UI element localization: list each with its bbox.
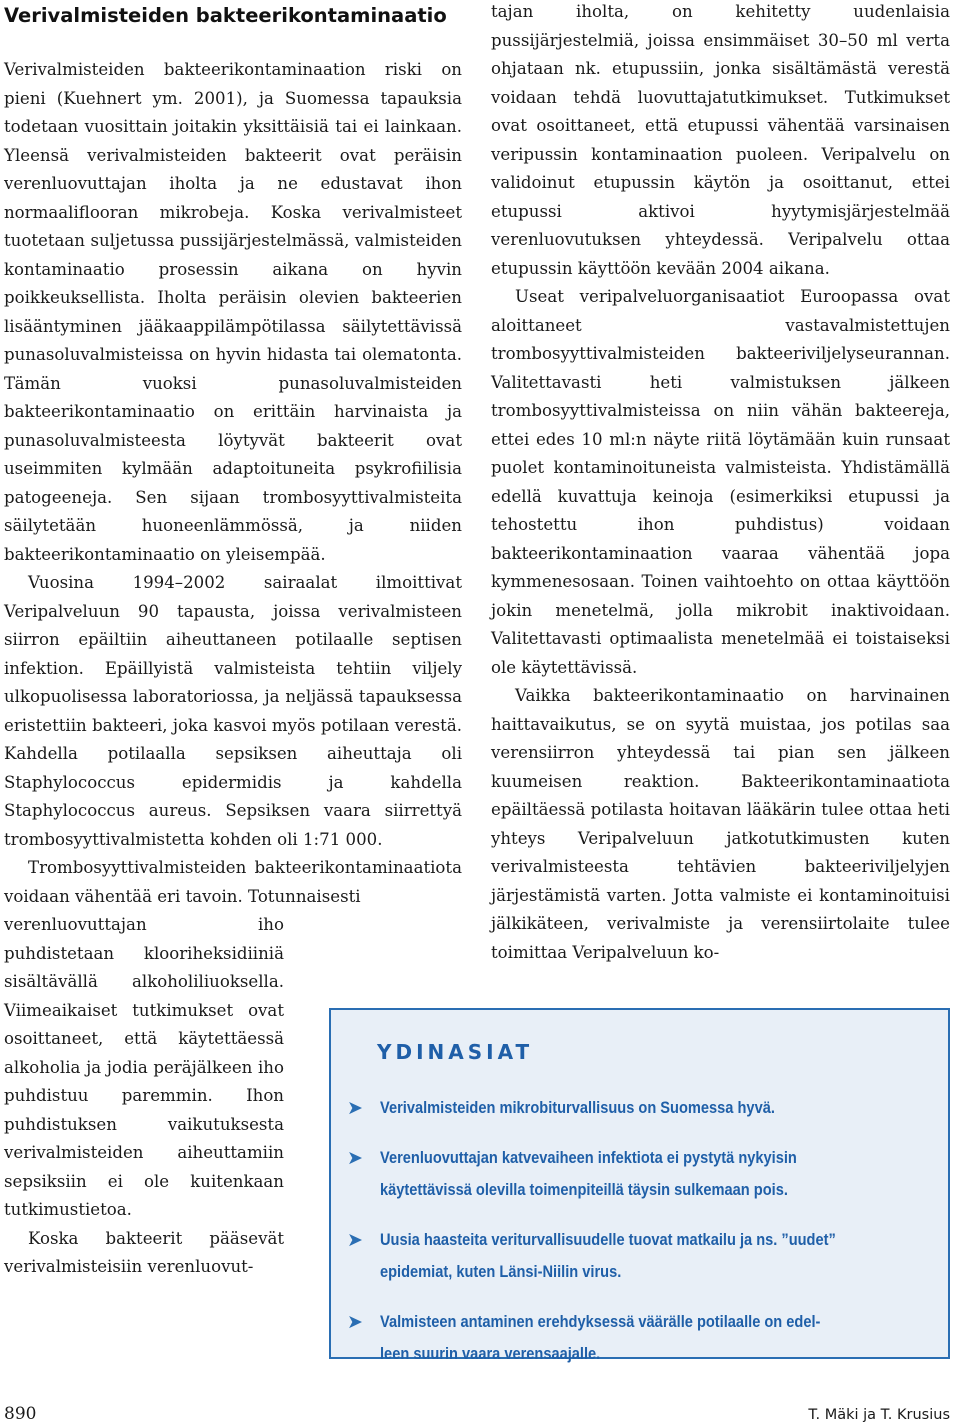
key-point-text: Verenluovuttajan katvevaiheen infektiota ei pystytä nykyisin käytettävissä olevilla toimenpiteillä täysin sulkemaan pois. [380, 1148, 797, 1199]
section-heading: Verivalmisteiden bakteerikontaminaatio [4, 4, 447, 27]
key-point-text: Uusia haasteita veriturvallisuudelle tuovat matkailu ja ns. ”uudet” epidemiat, kuten Länsi-Niilin virus. [380, 1230, 836, 1281]
paragraph: Verivalmisteiden bakteerikontaminaation riski on pieni (Kuehnert ym. 2001), ja Suomessa tapauksia todetaan vuosittain joitakin yksittäisiä tai ei lainkaan. Yleensä verivalmisteiden bakteerit ovat peräisin verenluovuttajan iholta ja ne edustavat ihon normaaliflooran mikrobeja. Koska verivalmisteet tuotetaan suljetussa pussijärjestelmässä, valmisteiden kontaminaatio prosessin aikana on hyvin poikkeuksellista. Iholta peräisin olevien bakteerien lisääntyminen jääkaappilämpötilassa säilytettävissä punasoluvalmisteissa on hyvin hidasta tai olematonta. Tämän vuoksi punasoluvalmisteiden bakteerikontaminaatio on erittäin harvinaista ja punasoluvalmisteesta löytyvät bakteerit ovat useimmiten kylmään adaptoituneita psykrofiilisia patogeeneja. Sen sijaan trombosyyttivalmisteita säilytetään huoneenlämmössä, ja niiden bakteerikontaminaatio on yleisempää. [4, 60, 462, 564]
key-point-text: Verivalmisteiden mikrobiturvallisuus on Suomessa hyvä. [380, 1098, 775, 1117]
key-points-list [347, 1092, 927, 1388]
key-point [347, 1224, 927, 1288]
key-points-title: YDINASIAT [377, 1040, 534, 1064]
paragraph: tajan iholta, on kehitetty uudenlaisia pussijärjestelmiä, joissa ensimmäiset 30–50 ml verta ohjataan nk. etupussiin, jonka sisältämästä verestä voidaan tehdä luovuttajatutkimukset. Tutkimukset ovat osoittaneet, että etupussi vähentää varsinaisen veripussin kontaminaation puoleen. Veripalvelu on validoinut etupussin käytön ja osoittanut, ettei etupussi aktivoi hyytymisjärjestelmää verenluovutuksen yhteydessä. Veripalvelu ottaa etupussin käyttöön kevään 2004 aikana. [491, 2, 950, 278]
key-point [347, 1142, 927, 1206]
arrow-bullet-icon: ➤ [347, 1097, 363, 1119]
paragraph: Useat veripalveluorganisaatiot Euroopassa ovat aloittaneet vastavalmistettujen trombosyyttivalmisteiden bakteeriviljelyseurannan. Valitettavasti heti valmistuksen jälkeen trombosyyttivalmisteissa on niin vähän bakteereja, ettei edes 10 ml:n näyte riitä löytämään kuin runsaat puolet kontaminoituneista valmisteista. Yhdistämällä edellä kuvattuja keinoja (esimerkiksi etupussi ja tehostettu ihon puhdistus) voidaan bakteerikontaminaation vaaraa vähentää jopa kymmenesosaan. Toinen vaihtoehto on ottaa käyttöön jokin menetelmä, jolla mikrobit inaktivoidaan. Valitettavasti optimaalista menetelmää ei toistaiseksi ole käytettävissä. [491, 287, 950, 677]
right-column [491, 0, 950, 967]
key-points-box [329, 1008, 950, 1363]
paragraph: Vuosina 1994–2002 sairaalat ilmoittivat Veripalveluun 90 tapausta, joissa verivalmisteen siirron epäiltiin aiheuttaneen potilaalle septisen infektion. Epäillyistä valmisteista tehtiin viljely ulkopuolisessa laboratoriossa, ja neljässä tapauksessa eristettiin bakteeri, joka kasvoi myös potilaan verestä. Kahdella potilaalla sepsiksen aiheuttaja oli Staphylococcus epidermidis ja kahdella Staphylococcus aureus. Sepsiksen vaara siirrettyä trombosyyttivalmistetta kohden oli 1:71 000. [4, 573, 462, 849]
paragraph: Trombosyyttivalmisteiden bakteerikontaminaatiota voidaan vähentää eri tavoin. Totunnaisesti [4, 858, 462, 906]
key-point-text: Valmisteen antaminen erehdyksessä väärälle potilaalle on edel- leen suurin vaara verensaajalle. [380, 1312, 821, 1363]
paragraph-continued: verenluovuttajan iho puhdistetaan klooriheksidiiniä sisältävällä alkoholiliuoksella. Viimeaikaiset tutkimukset ovat osoittaneet, että käytettäessä alkoholia ja jodia peräjälkeen iho puhdistuu paremmin. Ihon puhdistuksen vaikutuksesta verivalmisteiden aiheuttamiin sepsiksiin ei ole kuitenkaan tutkimustietoa. [4, 915, 284, 1219]
arrow-bullet-icon: ➤ [347, 1311, 363, 1333]
page-number: 890 [4, 1404, 37, 1424]
paragraph: Vaikka bakteerikontaminaatio on harvinainen haittavaikutus, se on syytä muistaa, jos potilas saa verensiirron yhteydessä tai pian sen jälkeen kuumeisen reaktion. Bakteerikontaminaatiota epäiltäessä potilasta hoitavan lääkärin tulee ottaa heti yhteys Veripalveluun jatkotutkimusten kuten verivalmisteesta tehtävien bakteeriviljelyjen järjestämistä varten. Jotta valmiste ei kontaminoituisi jälkikäteen, verivalmiste ja verensiirtolaite tulee toimittaa Veripalveluun ko- [491, 686, 950, 962]
key-point [347, 1092, 927, 1124]
arrow-bullet-icon: ➤ [347, 1147, 363, 1169]
author-credit: T. Mäki ja T. Krusius [808, 1407, 950, 1423]
paragraph: Koska bakteerit pääsevät verivalmisteisiin verenluovut- [4, 1228, 284, 1276]
arrow-bullet-icon: ➤ [347, 1229, 363, 1251]
key-point [347, 1306, 927, 1370]
